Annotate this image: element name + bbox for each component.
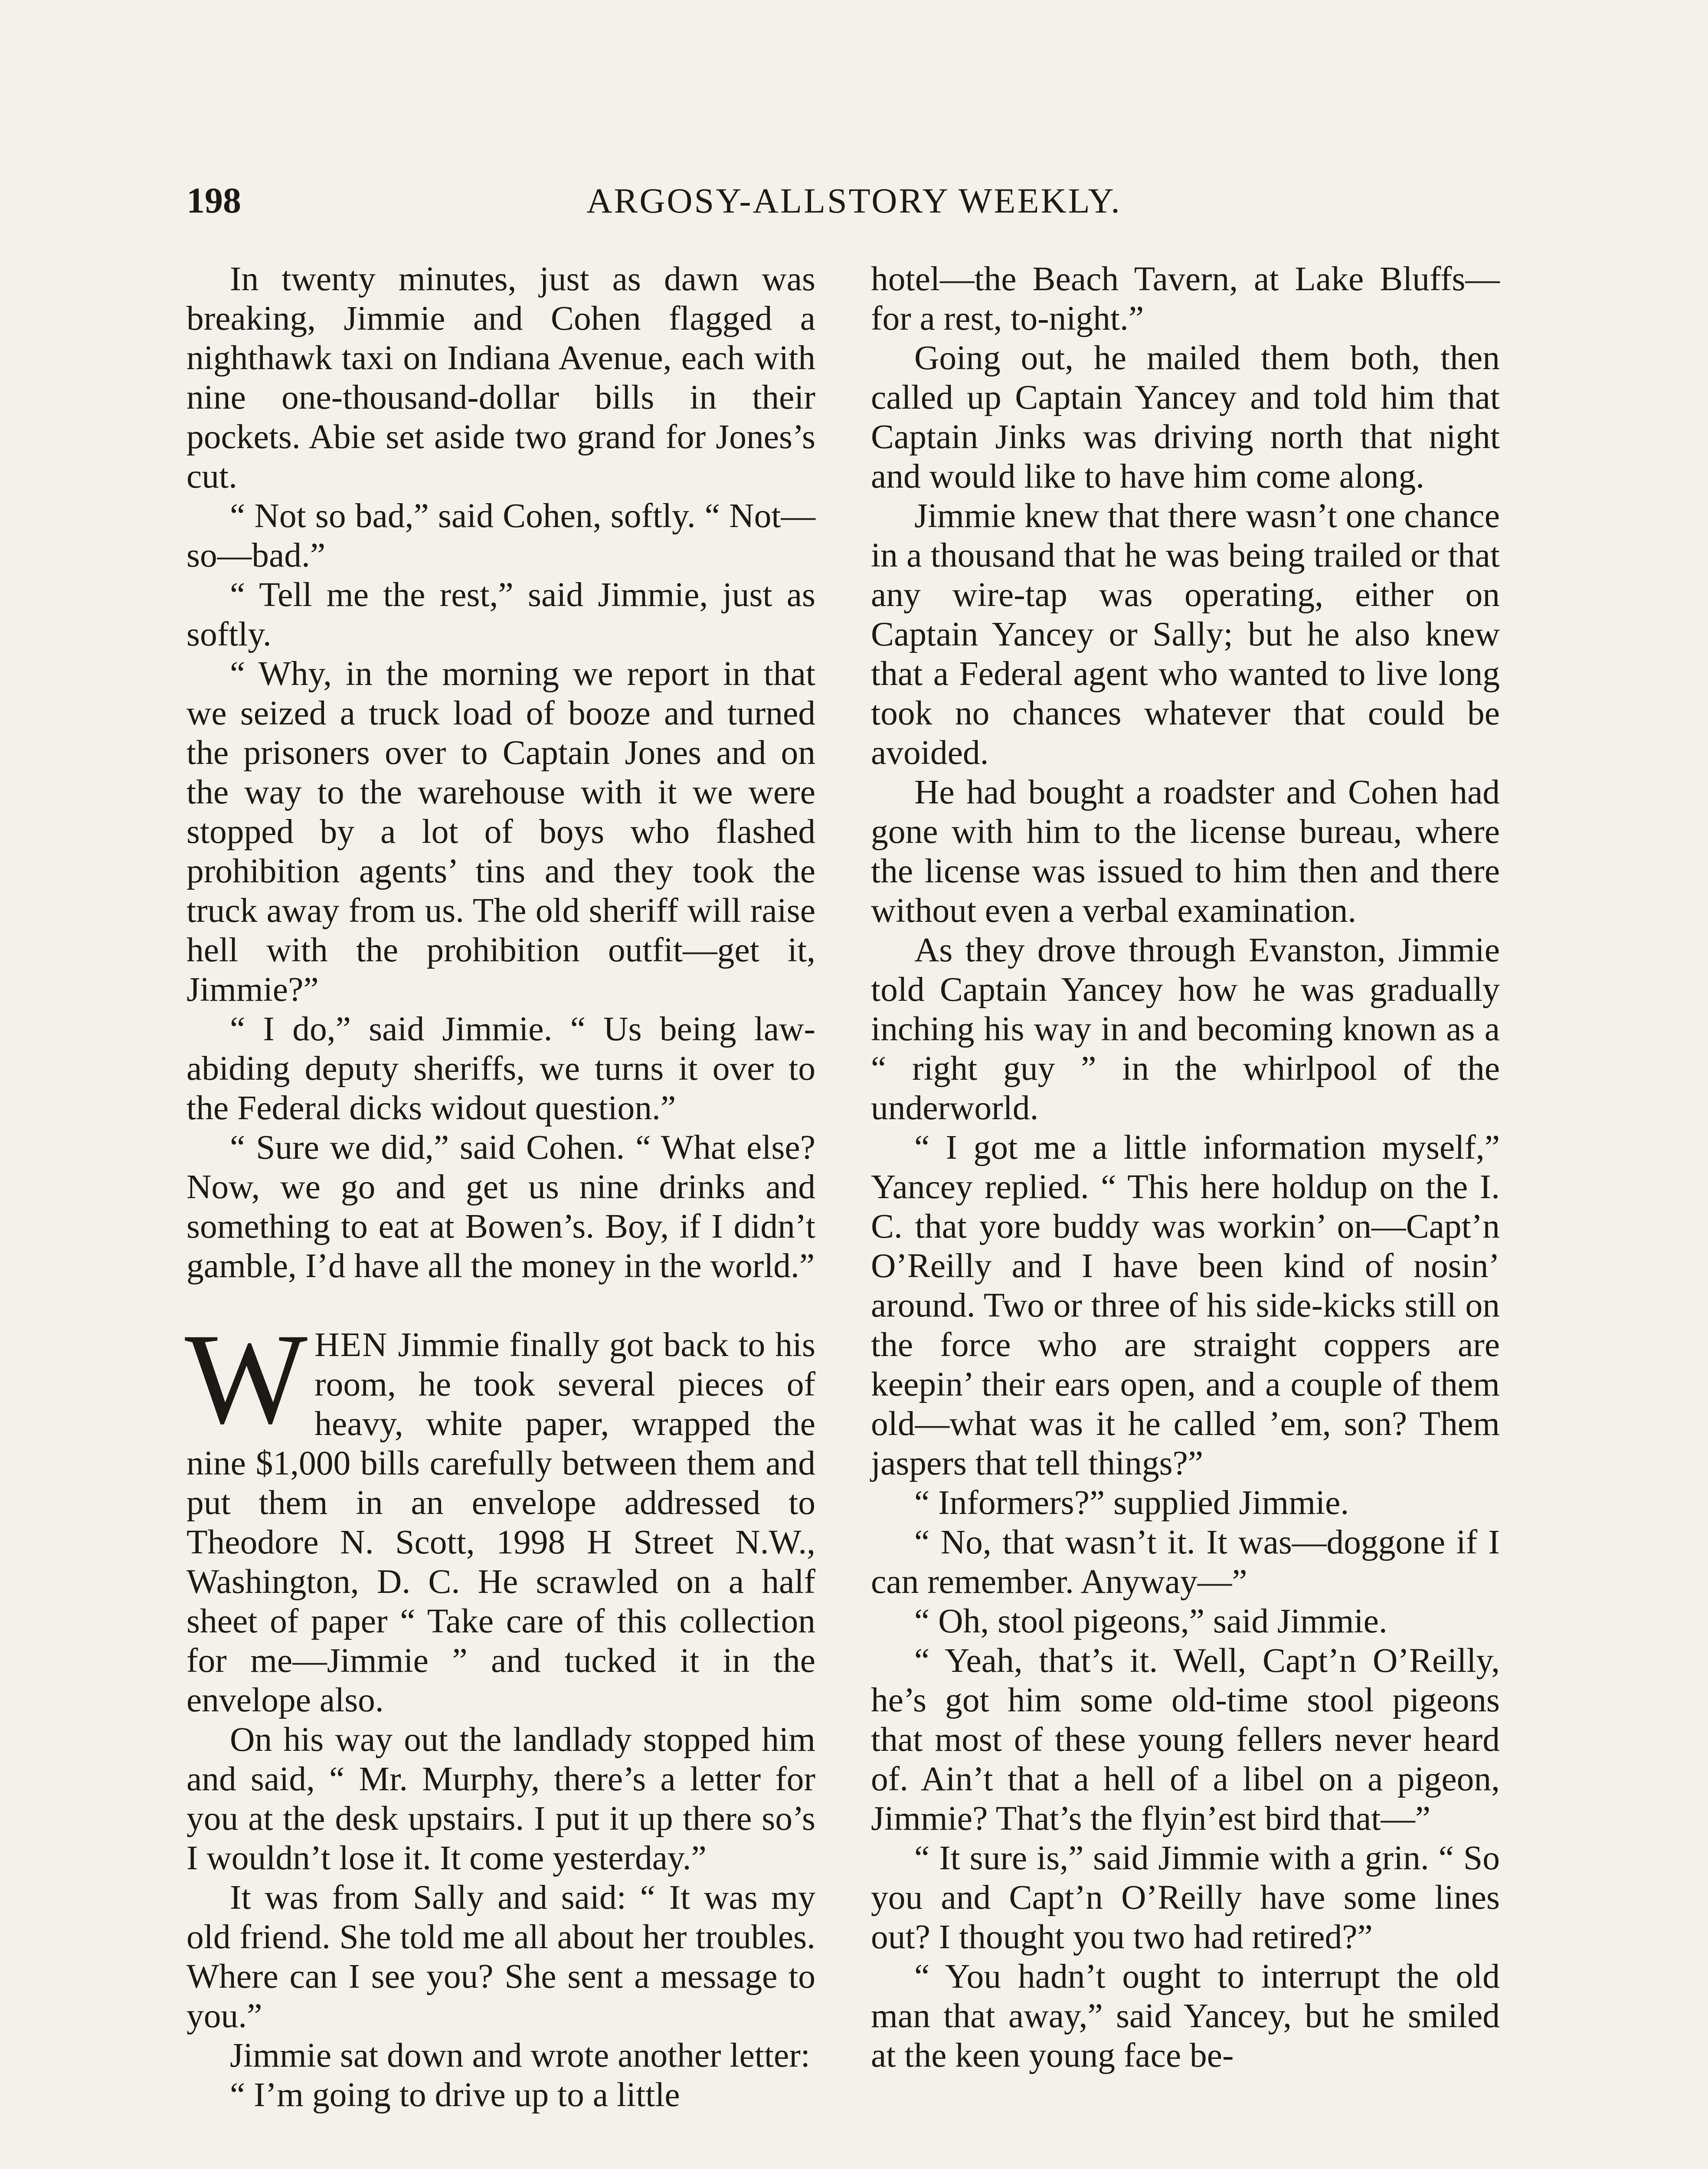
paragraph: It was from Sally and said: “ It was my old friend. She told me all about her troubles. Where can I see you? She sent a message to you.” [187,1878,815,2035]
paragraph: “ Yeah, that’s it. Well, Capt’n O’Reilly, he’s got him some old-time stool pigeons that most of these young fellers never heard of. Ain’t that a hell of a libel on a pigeon, Jimmie? That’s the flyin’est bird that—” [871,1641,1500,1838]
page-header [187,177,1521,225]
paragraph: Jimmie knew that there wasn’t one chance in a thousand that he was being trailed or that any wire-tap was operating, either on Captain Yancey or Sally; but he also knew that a Federal agent who wanted to live long took no chances whatever that could be avoided. [871,497,1500,772]
paragraph: “ I’m going to drive up to a little [230,2076,680,2114]
drop-cap: W [185,1307,308,1451]
paragraph: “ Why, in the morning we report in that we seized a truck load of booze and turned the prisoners over to Captain Jones and on the way to the warehouse with it we were stopped by a lot of boys who flashed prohibition agents’ tins and they took the truck away from us. The old sheriff will raise hell with the prohibition outfit—get it, Jimmie?” [187,655,815,1009]
paragraph: “ Sure we did,” said Cohen. “ What else? Now, we go and get us nine drinks and something to eat at Bowen’s. Boy, if I didn’t gamble, I’d have all the money in the world.” [187,1128,815,1285]
left-column [187,259,815,2115]
small-caps-lead: HEN [314,1326,388,1364]
paragraph: “ Oh, stool pigeons,” said Jimmie. [914,1602,1387,1640]
running-head: ARGOSY-ALLSTORY WEEKLY. [586,181,1122,220]
paragraph: “ Tell me the rest,” said Jimmie, just as softly. [187,576,815,653]
paragraph: In twenty minutes, just as dawn was breaking, Jimmie and Cohen flagged a nighthawk taxi on Indiana Avenue, each with nine one-thousand-dollar bills in their pockets. Abie set aside two grand for Jones’s cut. [187,260,815,495]
paragraph: As they drove through Evanston, Jimmie told Captain Yancey how he was gradually inching his way in and becoming known as a “ right guy ” in the whirlpool of the underworld. [871,931,1500,1127]
paragraph: “ Not so bad,” said Cohen, softly. “ Not—so—bad.” [187,497,815,574]
paragraph: Jimmie sat down and wrote another letter: [230,2036,810,2074]
paragraph: “ It sure is,” said Jimmie with a grin. “ So you and Capt’n O’Reilly have some lines out? I thought you two had retired?” [871,1839,1500,1956]
paragraph: “ You hadn’t ought to interrupt the old man that away,” said Yancey, but he smiled at the keen young face be- [871,1957,1500,2074]
paragraph: Going out, he mailed them both, then called up Captain Yancey and told him that Captain Jinks was driving north that night and would like to have him come along. [871,339,1500,495]
paragraph: “ I do,” said Jimmie. “ Us being law-abiding deputy sheriffs, we turns it over to the Federal dicks widout question.” [187,1010,815,1127]
paragraph-text: Jimmie finally got back to his room, he took several pieces of heavy, white paper, wrapped the nine $1,000 bills carefully between them and put them in an envelope addressed to Theodore N. Scott, 1998 H Street N.W., Washington, D. C. He scrawled on a half sheet of paper “ Take care of this collection for me—Jimmie ” and tucked it in the envelope also. [187,1326,815,1719]
paragraph: “ No, that wasn’t it. It was—doggone if I can remember. Anyway—” [871,1523,1500,1601]
paragraph: “ I got me a little information myself,” Yancey replied. “ This here holdup on the I. C. that yore buddy was workin’ on—Capt’n O’Reilly and I have been kind of nosin’ around. Two or three of his side-kicks still on the force who are straight coppers are keepin’ their ears open, and a couple of them old—what was it he called ’em, son? Them jaspers that tell things?” [871,1128,1500,1482]
page-number: 198 [187,180,241,221]
paragraph: On his way out the landlady stopped him and said, “ Mr. Murphy, there’s a letter for you at the desk upstairs. I put it up there so’s I wouldn’t lose it. It come yesterday.” [187,1720,815,1877]
section-break-paragraph [185,1307,815,1720]
paragraph: “ Informers?” supplied Jimmie. [914,1484,1349,1522]
paragraph: He had bought a roadster and Cohen had gone with him to the license bureau, where the license was issued to him then and there without even a verbal examination. [871,773,1500,930]
right-column [871,259,1500,2075]
paragraph-continued: hotel—the Beach Tavern, at Lake Bluffs—for a rest, to-night.” [871,260,1500,337]
